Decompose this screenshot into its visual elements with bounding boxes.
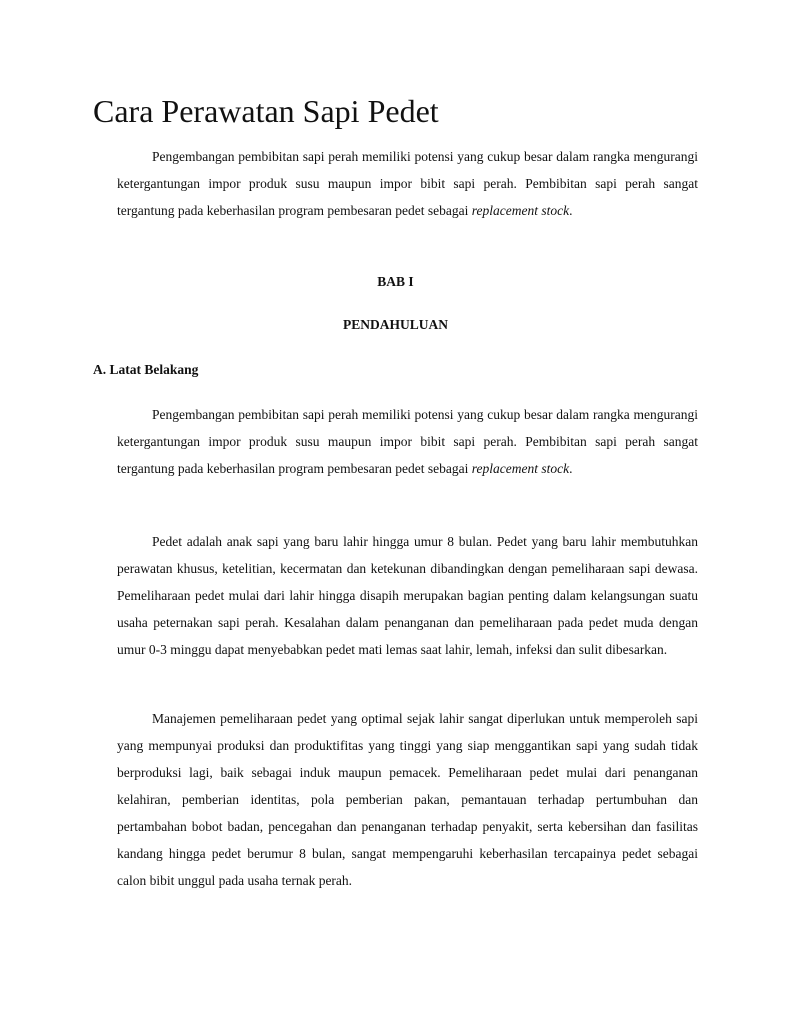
chapter-number: BAB I xyxy=(377,274,414,289)
intro-paragraph-text: Pengembangan pembibitan sapi perah memiliki potensi yang cukup besar dalam rangka mengurangi ketergantungan impor produk susu maupun impor bibit sapi perah. Pembibitan sapi perah sangat tergantung pada keberhasilan program pembesaran pedet sebagai xyxy=(117,149,698,218)
chapter-title: PENDAHULUAN xyxy=(342,317,448,332)
intro-italic-term: replacement stock xyxy=(471,203,570,218)
section-paragraph-1 xyxy=(117,401,698,482)
intro-paragraph-end: . xyxy=(569,203,573,218)
section-paragraph-3: Manajemen pemeliharaan pedet yang optimal sejak lahir sangat diperlukan untuk memperoleh sapi yang mempunyai produksi dan produktifitas yang tinggi yang siap menggantikan sapi yang sudah tidak berproduksi lagi, baik sebagai induk maupun pemacek. Pemeliharaan pedet mulai dari penanganan kelahiran, pemberian identitas, pola pemberian pakan, pemantauan terhadap pertumbuhan dan pertambahan bobot badan, pencegahan dan penanganan terhadap penyakit, serta kebersihan dan fasilitas kandang hingga pedet berumur 8 bulan, sangat mempengaruhi keberhasilan tercapainya pedet sebagai calon bibit unggul pada usaha ternak perah. xyxy=(117,711,698,888)
document-title: Cara Perawatan Sapi Pedet xyxy=(93,93,439,129)
section-paragraph-1-end: . xyxy=(569,461,573,476)
section-paragraph-1-italic-term: replacement stock xyxy=(471,461,570,476)
section-paragraph-2: Pedet adalah anak sapi yang baru lahir hingga umur 8 bulan. Pedet yang baru lahir membutuhkan perawatan khusus, ketelitian, kecermatan dan ketekunan dibandingkan dengan pemeliharaan sapi dewasa. Pemeliharaan pedet mulai dari lahir hingga disapih merupakan bagian penting dalam kelangsungan suatu usaha peternakan sapi perah. Kesalahan dalam penanganan dan pemeliharaan pada pedet muda dengan umur 0-3 minggu dapat menyebabkan pedet mati lemas saat lahir, lemah, infeksi dan sulit dibesarkan. xyxy=(117,534,698,657)
intro-paragraph xyxy=(117,143,698,224)
section-paragraph-1-text: Pengembangan pembibitan sapi perah memiliki potensi yang cukup besar dalam rangka mengurangi ketergantungan impor produk susu maupun impor bibit sapi perah. Pembibitan sapi perah sangat tergantung pada keberhasilan program pembesaran pedet sebagai xyxy=(117,407,698,476)
section-heading: A. Latat Belakang xyxy=(93,362,199,377)
